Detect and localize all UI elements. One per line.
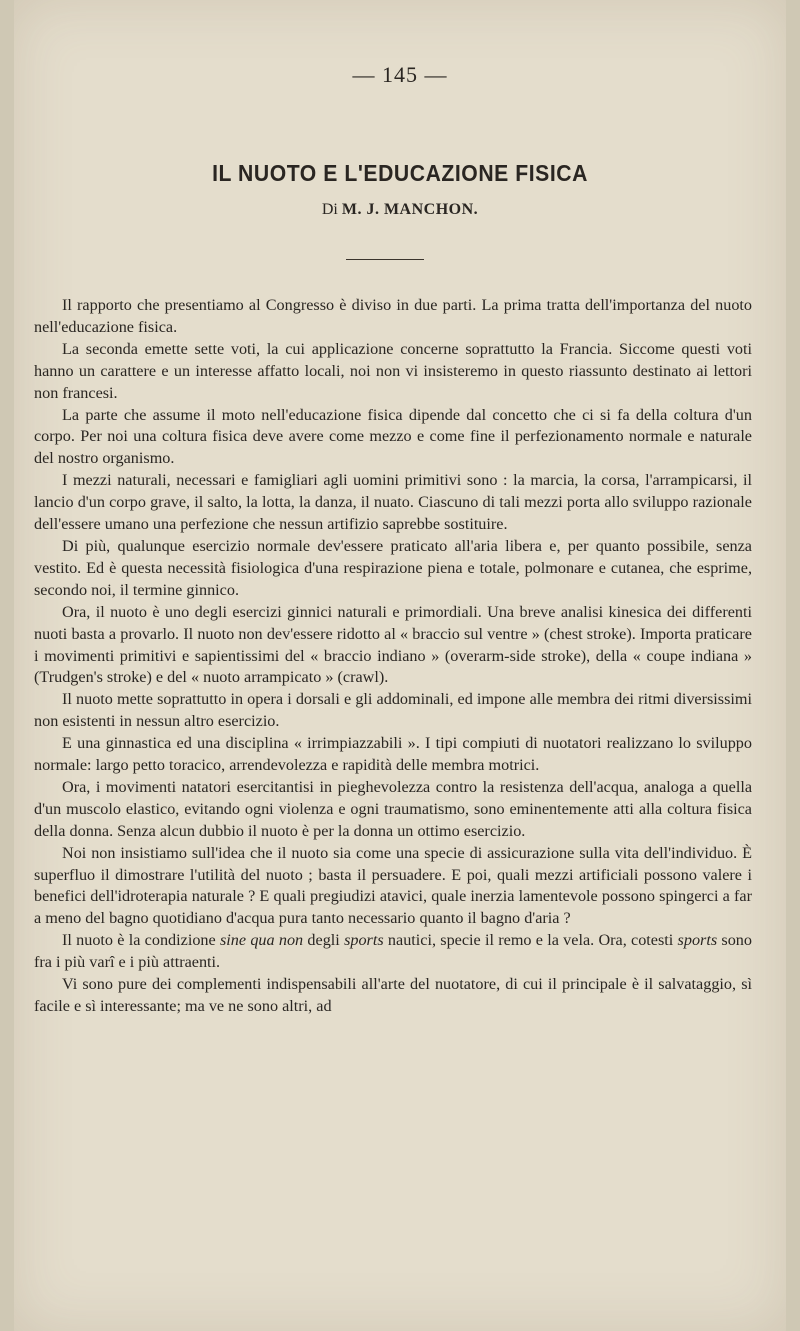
paragraph: Vi sono pure dei complementi indispensabili all'arte del nuotatore, di cui il principale è il salvataggio, sì facile e sì interessante; ma ve ne sono altri, ad <box>34 975 752 1015</box>
text-run: nautici, specie il remo e la vela. Ora, cotesti <box>383 931 678 950</box>
italic-term: sports <box>677 931 718 950</box>
article-title: IL NUOTO E L'EDUCAZIONE FISICA <box>212 160 588 186</box>
title-divider <box>346 259 424 260</box>
text-run: degli <box>303 931 345 950</box>
paragraph: E una ginnastica ed una disciplina « irrimpiazzabili ». I tipi compiuti di nuotatori realizzano lo sviluppo normale: largo petto toracico, arrendevolezza e rapidità delle membra motrici. <box>34 734 752 775</box>
paragraph: Il rapporto che presentiamo al Congresso è diviso in due parti. La prima tratta dell'importanza del nuoto nell'educazione fisica. <box>34 296 752 336</box>
text-run: Il nuoto è la condizione <box>62 931 220 950</box>
paragraph: Di più, qualunque esercizio normale dev'essere praticato all'aria libera e, per quanto possibile, senza vestito. Ed è questa necessità fisiologica d'una respirazione piena e totale, polmonare e cutanea, che esprime, secondo noi, il termine ginnico. <box>34 536 752 599</box>
text-run: sono fra i più varî e i più attraenti. <box>34 931 752 972</box>
article-body <box>34 295 752 1018</box>
paragraph: La parte che assume il moto nell'educazione fisica dipende dal concetto che ci si fa della coltura d'un corpo. Per noi una coltura fisica deve avere come mezzo e come fine il perfezionamento normale e naturale del nostro organismo. <box>34 405 752 468</box>
paragraph: Il nuoto mette soprattutto in opera i dorsali e gli addominali, ed impone alle membra dei ritmi diversissimi non esistenti in nessun altro esercizio. <box>34 690 752 731</box>
paragraph: Noi non insistiamo sull'idea che il nuoto sia come una specie di assicurazione sulla vita dell'individuo. È superfluo il dimostrare l'utilità del nuoto ; basta il persuadere. E poi, quali mezzi artificiali possono valere i benefici dell'idroterapia naturale ? E quali pregiudizi atavici, quale inerzia lamentevole possono spingerci a far a meno del bagno quotidiano d'acqua pura tanto necessario quanto il bagno d'aria ? <box>34 843 752 928</box>
italic-term: sports <box>344 931 384 950</box>
byline <box>14 201 786 219</box>
paragraph: I mezzi naturali, necessari e famigliari agli uomini primitivi sono : la marcia, la corsa, l'arrampicarsi, il lancio d'un corpo grave, il salto, la lotta, la danza, il nuato. Ciascuno di tali mezzi porta allo sviluppo razionale dell'essere umano una perfezione che nessun artifizio saprebbe sostituire. <box>34 471 752 534</box>
author-name: M. J. MANCHON. <box>341 201 479 218</box>
scanned-page <box>14 0 786 1331</box>
page-number: — 145 — <box>352 62 448 87</box>
paragraph: Ora, il nuoto è uno degli esercizi ginnici naturali e primordiali. Una breve analisi kinesica dei differenti nuoti basta a provarlo. Il nuoto non dev'essere ridotto al « braccio sul ventre » (chest stroke). Importa praticare i movimenti primitivi e sapientissimi del « braccio indiano » (overarm-side stroke), della « coupe indiana » (Trudgen's stroke) e del « nuoto arrampicato » (crawl). <box>34 602 752 687</box>
paragraph: La seconda emette sette voti, la cui applicazione concerne soprattutto la Francia. Siccome questi voti hanno un carattere e un interesse affatto locali, noi non vi insisteremo in questo riassunto destinato ai lettori non francesi. <box>34 339 752 402</box>
paragraph-sports <box>34 930 752 974</box>
italic-term: sine qua non <box>219 931 304 950</box>
byline-prefix: Di <box>321 201 338 218</box>
paragraph: Ora, i movimenti natatori esercitantisi in pieghevolezza contro la resistenza dell'acqua, analoga a quella d'un muscolo elastico, evitando ogni violenza e ogni traumatismo, sono eminentemente atti alla coltura fisica della donna. Senza alcun dubbio il nuoto è per la donna un ottimo esercizio. <box>34 777 752 840</box>
